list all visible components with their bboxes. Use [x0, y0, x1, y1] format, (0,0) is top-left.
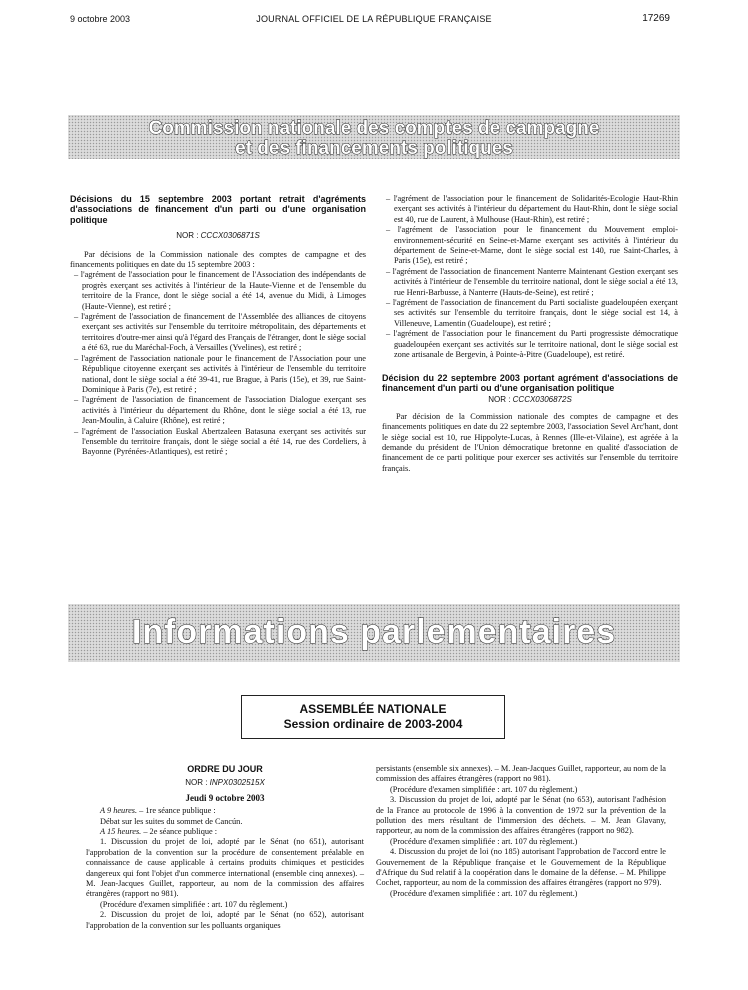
journal-title: JOURNAL OFFICIEL DE LA RÉPUBLIQUE FRANÇAISE [256, 14, 492, 24]
assembly-box [241, 695, 505, 739]
procedure-note: (Procédure d'examen simplifiée : art. 107 du règlement.) [390, 784, 578, 794]
session-name: Session ordinaire de 2003-2004 [283, 717, 463, 731]
decision2-title: Décision du 22 septembre 2003 portant agrément d'associations de financement d'un parti ou d'une organisation politique [382, 372, 678, 393]
decision2-body: Par décision de la Commission nationale des comptes de campagne et des financements politiques en date du 22 septembre 2003, l'association Sevel Arc'hant, dont le siège social est 10, rue Hippolyte-Lucas, à Rennes (Ille-et-Vilaine), est agréée à la demande du président de l'Union démocratique bretonne en qualité d'association de financement de ce parti politique pour exercer ses activités sur l'ensemble du territoire français. [382, 411, 678, 473]
agenda-nor-code: INPX0302515X [209, 778, 265, 788]
page-header [0, 12, 748, 28]
banner-line-1: Commission nationale des comptes de campagne [148, 118, 600, 139]
decision1-item: – l'agrément de l'association pour le financement de l'Association des indépendants de progrès exerçant ses activités à l'intérieur de la Haute-Vienne et de l'ensemble du territoire de la France, dont le siège social a été 14, avenue du Midi, à Limoges (Haute-Vienne), est retiré ; [74, 270, 366, 311]
decision1-item: – l'agrément de l'association pour le financement de Solidarités-Ecologie Haut-Rhin exerçant ses activités à l'intérieur du département du Haut-Rhin, dont le siège social est 40, rue de Laurent, à Mulhouse (Haut-Rhin), est retiré ; [386, 194, 678, 224]
decision1-nor: NOR : CCCX0306871S [176, 231, 260, 241]
agenda-item-1: 1. Discussion du projet de loi, adopté par le Sénat (no 651), autorisant l'approbation de la convention sur la procédure de consentement préalable en connaissance de cause applicable à certains produits chimiques et pesticides dangereux qui font l'objet d'un commerce international (ensemble cinq annexes). – M. Jean-Jacques Guillet, rapporteur, au nom de la commission des affaires étrangères (rapport no 981). [86, 837, 364, 899]
procedure-note: (Procédure d'examen simplifiée : art. 107 du règlement.) [390, 888, 578, 898]
agenda-item-3: 3. Discussion du projet de loi, adopté par le Sénat (no 653), autorisant l'adhésion de la France au protocole de 1996 à la convention de 1972 sur la prévention de la pollution des mers résultant de l'immersion des déchets. – M. Jean Glavany, rapporteur, au nom de la commission des affaires étrangères (rapport no 982). [376, 795, 666, 836]
decision1-title: Décisions du 15 septembre 2003 portant retrait d'agréments d'associations de financement d'un parti ou d'une organisation politique [70, 194, 366, 225]
procedure-note: (Procédure d'examen simplifiée : art. 107 du règlement.) [390, 836, 578, 846]
decision1-item: – l'agrément de l'association pour le financement du Parti progressiste démocratique guadeloupéen exerçant ses activités sur le territoire national, dont le siège social est zone artisanale de Bergevin, à Pointe-à-Pitre (Guadeloupe), est retiré. [386, 329, 678, 360]
agenda-item-2: 2. Discussion du projet de loi, adopté par le Sénat (no 652), autorisant l'approbation de la convention sur les polluants organiques [86, 910, 364, 930]
page-number: 17269 [642, 13, 670, 24]
parliament-banner-title: Informations parlementaires [131, 613, 617, 651]
procedure-note: (Procédure d'examen simplifiée : art. 107 du règlement.) [100, 899, 288, 909]
agenda-title: ORDRE DU JOUR [187, 764, 263, 774]
commission-banner [68, 115, 680, 159]
decision1-item: – l'agrément de l'association Euskal Abertzaleen Batasuna exerçant ses activités sur l'ensemble du territoire français, dont le siège social a été 14, rue des Cordeliers, à Bayonne (Pyrénées-Atlantiques), est retiré ; [74, 426, 366, 457]
session2-line: A 15 heures. – 2e séance publique : [100, 827, 218, 837]
decision1-item: – l'agrément de l'association pour le financement du Mouvement emploi-environnement-sécurité en Seine-et-Marne exerçant ses activités à l'intérieur du département de Seine-et-Marne, dont le siège social est 140, rue Saint-Charles, à Paris (15e), est retiré ; [386, 225, 679, 266]
decision1-item: – l'agrément de l'association de financement de l'association Dialogue exerçant ses activités à l'intérieur du département du Rhône, dont le siège social a été 13, rue Jean-Moulin, à Caluire (Rhône), est retiré ; [74, 395, 366, 426]
decision1-item: – l'agrément de l'association nationale pour le financement de l'Association pour une République citoyenne exerçant ses activités à l'intérieur de l'ensemble du territoire national, dont le siège social a été 39-41, rue Brague, à Paris (15e), et 39, rue Saint-Dominique à Paris (7e), est retiré ; [74, 353, 366, 394]
session1-line: A 9 heures. – 1re séance publique : [100, 806, 216, 816]
decision2-nor: NOR : CCCX0306872S [488, 395, 572, 405]
decision1-left-column [70, 194, 366, 458]
decision1-item: – l'agrément de l'association de financement Nanterre Maintenant Gestion exerçant ses activités à l'intérieur de l'ensemble du territoire national, dont le siège social a été 13, rue Henri-Barbusse, à Nanterre (Hauts-de-Seine), est retiré ; [386, 266, 678, 297]
agenda-item-4: 4. Discussion du projet de loi (no 185) autorisant l'approbation de l'accord entre le Gouvernement de la République française et le Gouvernement de la République d'Afrique du Sud relatif à la coopération dans le domaine de la défense. – M. Philippe Cochet, rapporteur, au nom de la commission des affaires étrangères (rapport no 979). [376, 847, 666, 888]
session1-item: Débat sur les suites du sommet de Cancún. [100, 816, 243, 826]
agenda-nor: NOR : INPX0302515X [185, 778, 265, 788]
agenda-item-2-continued: persistants (ensemble six annexes). – M. Jean-Jacques Guillet, rapporteur, au nom de la commission des affaires étrangères (rapport no 981). [376, 764, 666, 784]
agenda-left-column [86, 764, 364, 931]
parliament-banner [68, 604, 680, 662]
decision1-nor-code: CCCX0306871S [200, 231, 260, 241]
decision1-right-column [382, 194, 678, 474]
decision1-intro: Par décisions de la Commission nationale des comptes de campagne et des financements politiques en date du 15 septembre 2003 : [70, 249, 366, 270]
header-date: 9 octobre 2003 [70, 14, 131, 24]
decision1-item: – l'agrément de l'association de financement de l'Assemblée des alliances de citoyens exerçant ses activités sur l'ensemble du territoire métropolitain, des départements et territoires d'outre-mer ainsi qu'à l'égard des Français de l'étranger, dont le siège social a été 63, rue du Maréchal-Foch, à Versailles (Yvelines), est retiré ; [74, 312, 366, 353]
banner-line-2: et des financements politiques [235, 138, 513, 159]
agenda-right-column [376, 764, 666, 899]
assembly-name: ASSEMBLÉE NATIONALE [299, 702, 447, 716]
agenda-day: Jeudi 9 octobre 2003 [185, 792, 265, 803]
decision2-nor-code: CCCX0306872S [512, 395, 572, 405]
decision1-item: – l'agrément de l'association de financement du Parti socialiste guadeloupéen exerçant ses activités sur l'ensemble du territoire français, dont le siège social est 14, à Villeneuve, Lamentin (Guadeloupe), est retiré ; [386, 298, 678, 328]
